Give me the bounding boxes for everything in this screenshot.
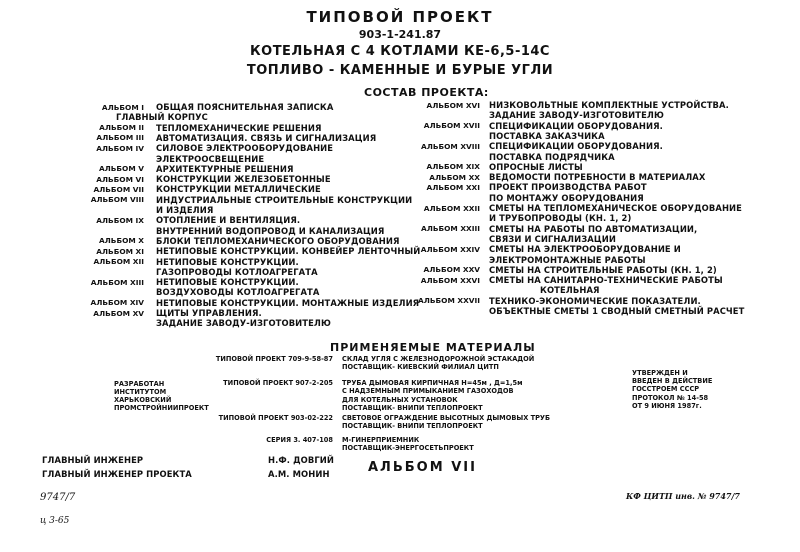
signature-role: ГЛАВНЫЙ ИНЖЕНЕР ПРОЕКТА: [42, 469, 192, 479]
material-line: М-ГИНЕРПРИЕМНИК: [342, 436, 420, 444]
album-number: АЛЬБОМ X: [98, 236, 144, 246]
project-title: ТИПОВОЙ ПРОЕКТ: [306, 8, 494, 26]
material-line: ТРУБА ДЫМОВАЯ КИРПИЧНАЯ Н=45м , Д=1,5м: [342, 379, 523, 387]
album-title-line: СМЕТЫ НА САНИТАРНО-ТЕХНИЧЕСКИЕ РАБОТЫ: [489, 275, 723, 286]
album-number: АЛЬБОМ XX: [429, 172, 480, 182]
album-title-line: ОБЪЕКТНЫЕ СМЕТЫ 1 СВОДНЫЙ СМЕТНЫЙ РАСЧЕТ: [489, 306, 745, 316]
signature-name: А.М. МОНИН: [268, 469, 330, 479]
album-number: АЛЬБОМ XV: [93, 308, 144, 318]
material-line: ПОСТАВЩИК- КИЕВСКИЙ ФИЛИАЛ ЦИТП: [342, 363, 499, 372]
album-title-line: НЕТИПОВЫЕ КОНСТРУКЦИИ. МОНТАЖНЫЕ ИЗДЕЛИЯ: [156, 297, 420, 308]
album-number: АЛЬБОМ I: [101, 102, 144, 112]
album-title-line: БЛОКИ ТЕПЛОМЕХАНИЧЕСКОГО ОБОРУДОВАНИЯ: [156, 235, 400, 246]
signature-name: Н.Ф. ДОВГИЙ: [268, 455, 335, 465]
album-title-line: ГАЗОПРОВОДЫ КОТЛОАГРЕГАТА: [156, 266, 318, 277]
album-label: АЛЬБОМ VII: [368, 460, 477, 475]
approval-line: ОТ 9 ИЮНЯ 1987г.: [632, 401, 702, 410]
album-number: АЛЬБОМ XXIII: [421, 224, 480, 234]
album-title-line: ВНУТРЕННИЙ ВОДОПРОВОД И КАНАЛИЗАЦИЯ: [156, 225, 385, 236]
album-title-line: ТЕХНИКО-ЭКОНОМИЧЕСКИЕ ПОКАЗАТЕЛИ.: [489, 295, 701, 306]
album-number: АЛЬБОМ XVI: [426, 100, 480, 110]
album-number: АЛЬБОМ XVIII: [420, 141, 480, 151]
developer-line: ПРОМСТРОЙНИИПРОЕКТ: [114, 404, 209, 412]
album-number: АЛЬБОМ VI: [96, 174, 144, 184]
album-number: АЛЬБОМ V: [98, 164, 144, 174]
album-number: АЛЬБОМ XXIV: [420, 244, 480, 254]
album-number: АЛЬБОМ III: [96, 133, 144, 143]
album-number: АЛЬБОМ XI: [96, 246, 144, 256]
album-number: АЛЬБОМ II: [99, 123, 144, 133]
album-title-line: ПО МОНТАЖУ ОБОРУДОВАНИЯ: [489, 192, 644, 203]
album-number: АЛЬБОМ VII: [93, 184, 144, 194]
album-title-line: НЕТИПОВЫЕ КОНСТРУКЦИИ. КОНВЕЙЕР ЛЕНТОЧНЫЙ: [156, 246, 421, 257]
inventory-stamp: КФ ЦИТП инв. № 9747/7: [626, 491, 740, 501]
album-number: АЛЬБОМ IV: [96, 143, 144, 153]
album-title-line: И ИЗДЕЛИЯ: [156, 205, 214, 215]
album-number: АЛЬБОМ XII: [93, 257, 144, 266]
album-title-line: ВЕДОМОСТИ ПОТРЕБНОСТИ В МАТЕРИАЛАХ: [489, 172, 706, 183]
album-number: АЛЬБОМ IX: [96, 215, 144, 225]
album-number: АЛЬБОМ XXVII: [418, 296, 480, 306]
album-number: АЛЬБОМ XXV: [423, 265, 480, 275]
material-line: СВЕТОВОЕ ОГРАЖДЕНИЕ ВЫСОТНЫХ ДЫМОВЫХ ТРУБ: [342, 414, 551, 422]
album-number: АЛЬБОМ XXII: [423, 203, 480, 213]
developer-line: ИНСТИТУТОМ: [114, 388, 167, 396]
material-reference: ТИПОВОЙ ПРОЕКТ 903-02-222: [218, 414, 333, 422]
album-title-line: СИЛОВОЕ ЭЛЕКТРООБОРУДОВАНИЕ: [156, 143, 334, 154]
album-title-line: НЕТИПОВЫЕ КОНСТРУКЦИИ.: [156, 256, 299, 267]
album-title-line: ОПРОСНЫЕ ЛИСТЫ: [489, 161, 583, 172]
album-title-line: ЭЛЕКТРООСВЕЩЕНИЕ: [156, 153, 265, 164]
album-title-line: СПЕЦИФИКАЦИИ ОБОРУДОВАНИЯ.: [489, 141, 663, 152]
album-title-line: ОТОПЛЕНИЕ И ВЕНТИЛЯЦИЯ.: [156, 215, 301, 226]
album-number: АЛЬБОМ XVII: [423, 121, 480, 131]
album-title-line: ПРОЕКТ ПРОИЗВОДСТВА РАБОТ: [489, 182, 647, 193]
album-title-line: КОНСТРУКЦИИ МЕТАЛЛИЧЕСКИЕ: [156, 184, 321, 195]
album-title-line: АВТОМАТИЗАЦИЯ. СВЯЗЬ И СИГНАЛИЗАЦИЯ: [156, 132, 377, 143]
album-title-line: НИЗКОВОЛЬТНЫЕ КОМПЛЕКТНЫЕ УСТРОЙСТВА.: [489, 100, 729, 110]
handwritten-number: 9747/7: [40, 492, 76, 503]
album-title-line: ИНДУСТРИАЛЬНЫЕ СТРОИТЕЛЬНЫЕ КОНСТРУКЦИИ: [156, 194, 413, 205]
album-title-line: ОБЩАЯ ПОЯСНИТЕЛЬНАЯ ЗАПИСКА: [156, 102, 334, 112]
album-number: АЛЬБОМ XXI: [426, 182, 480, 192]
developer-line: РАЗРАБОТАН: [114, 380, 165, 388]
album-title-line: ТЕПЛОМЕХАНИЧЕСКИЕ РЕШЕНИЯ: [156, 122, 322, 133]
album-title-line: СМЕТЫ НА СТРОИТЕЛЬНЫЕ РАБОТЫ (КН. 1, 2): [489, 264, 717, 275]
album-title-line: ЗАДАНИЕ ЗАВОДУ-ИЗГОТОВИТЕЛЮ: [156, 318, 331, 329]
album-title-line: СВЯЗИ И СИГНАЛИЗАЦИИ: [489, 233, 616, 244]
album-number: АЛЬБОМ XIX: [426, 162, 480, 172]
album-title-line: СПЕЦИФИКАЦИИ ОБОРУДОВАНИЯ.: [489, 120, 663, 131]
album-title-line: СМЕТЫ НА РАБОТЫ ПО АВТОМАТИЗАЦИИ,: [489, 223, 698, 234]
signature-role: ГЛАВНЫЙ ИНЖЕНЕР: [42, 455, 144, 465]
approval-line: ПРОТОКОЛ № 14-58: [632, 393, 709, 402]
approval-line: УТВЕРЖДЕН И: [632, 369, 688, 377]
material-reference: СЕРИЯ 3. 407-108: [266, 436, 333, 444]
album-title-line: КОНСТРУКЦИИ ЖЕЛЕЗОБЕТОННЫЕ: [156, 174, 331, 185]
project-subtitle: КОТЕЛЬНАЯ С 4 КОТЛАМИ КЕ-6,5-14С: [250, 44, 550, 59]
material-reference: ТИПОВОЙ ПРОЕКТ 709-9-58-87: [215, 355, 333, 363]
album-number: АЛЬБОМ VIII: [90, 195, 144, 205]
album-title-line: И ТРУБОПРОВОДЫ (КН. 1, 2): [489, 213, 632, 224]
material-line: ПОСТАВЩИК- ВНИПИ ТЕПЛОПРОЕКТ: [342, 404, 483, 413]
materials-heading: ПРИМЕНЯЕМЫЕ МАТЕРИАЛЫ: [330, 341, 536, 354]
material-line: СКЛАД УГЛЯ С ЖЕЛЕЗНОДОРОЖНОЙ ЭСТАКАДОЙ: [342, 355, 535, 363]
developer-line: ХАРЬКОВСКИЙ: [114, 396, 172, 404]
handwritten-code: ц 3-65: [40, 516, 70, 526]
album-title-line: ВОЗДУХОВОДЫ КОТЛОАГРЕГАТА: [156, 287, 320, 298]
project-number: 903-1-241.87: [358, 28, 442, 41]
album-number: АЛЬБОМ XXVI: [420, 275, 480, 285]
album-title-line: СМЕТЫ НА ТЕПЛОМЕХАНИЧЕСКОЕ ОБОРУДОВАНИЕ: [489, 203, 742, 213]
material-reference: ТИПОВОЙ ПРОЕКТ 907-2-205: [223, 379, 333, 387]
album-title-line: ГЛАВНЫЙ КОРПУС: [116, 112, 208, 123]
album-title-line: НЕТИПОВЫЕ КОНСТРУКЦИИ.: [156, 277, 299, 288]
album-title-line: ЩИТЫ УПРАВЛЕНИЯ.: [156, 308, 262, 318]
material-line: ПОСТАВЩИК-ЭНЕРГОСЕТЬПРОЕКТ: [342, 444, 474, 453]
album-title-line: ЭЛЕКТРОМОНТАЖНЫЕ РАБОТЫ: [489, 254, 646, 265]
composition-heading: СОСТАВ ПРОЕКТА:: [364, 86, 489, 99]
project-fuel: ТОПЛИВО - КАМЕННЫЕ И БУРЫЕ УГЛИ: [246, 63, 554, 78]
album-title-line: АРХИТЕКТУРНЫЕ РЕШЕНИЯ: [156, 163, 294, 174]
album-number: АЛЬБОМ XIII: [90, 277, 144, 287]
album-title-line: ЗАДАНИЕ ЗАВОДУ-ИЗГОТОВИТЕЛЮ: [489, 110, 664, 121]
album-title-line: СМЕТЫ НА ЭЛЕКТРООБОРУДОВАНИЕ И: [489, 244, 681, 255]
album-title-line: ПОСТАВКА ПОДРЯДЧИКА: [489, 151, 615, 162]
approval-line: ГОССТРОЕМ СССР: [632, 385, 700, 394]
album-title-line: ПОСТАВКА ЗАКАЗЧИКА: [489, 130, 605, 141]
material-line: ПОСТАВЩИК- ВНИПИ ТЕПЛОПРОЕКТ: [342, 422, 483, 431]
material-line: ДЛЯ КОТЕЛЬНЫХ УСТАНОВОК: [342, 395, 458, 404]
album-title-line: КОТЕЛЬНАЯ: [540, 285, 600, 296]
album-number: АЛЬБОМ XIV: [90, 298, 144, 308]
approval-line: ВВЕДЕН В ДЕЙСТВИЕ: [632, 377, 713, 386]
material-line: С НАДЗЕМНЫМ ПРИМЫКАНИЕМ ГАЗОХОДОВ: [342, 387, 514, 396]
